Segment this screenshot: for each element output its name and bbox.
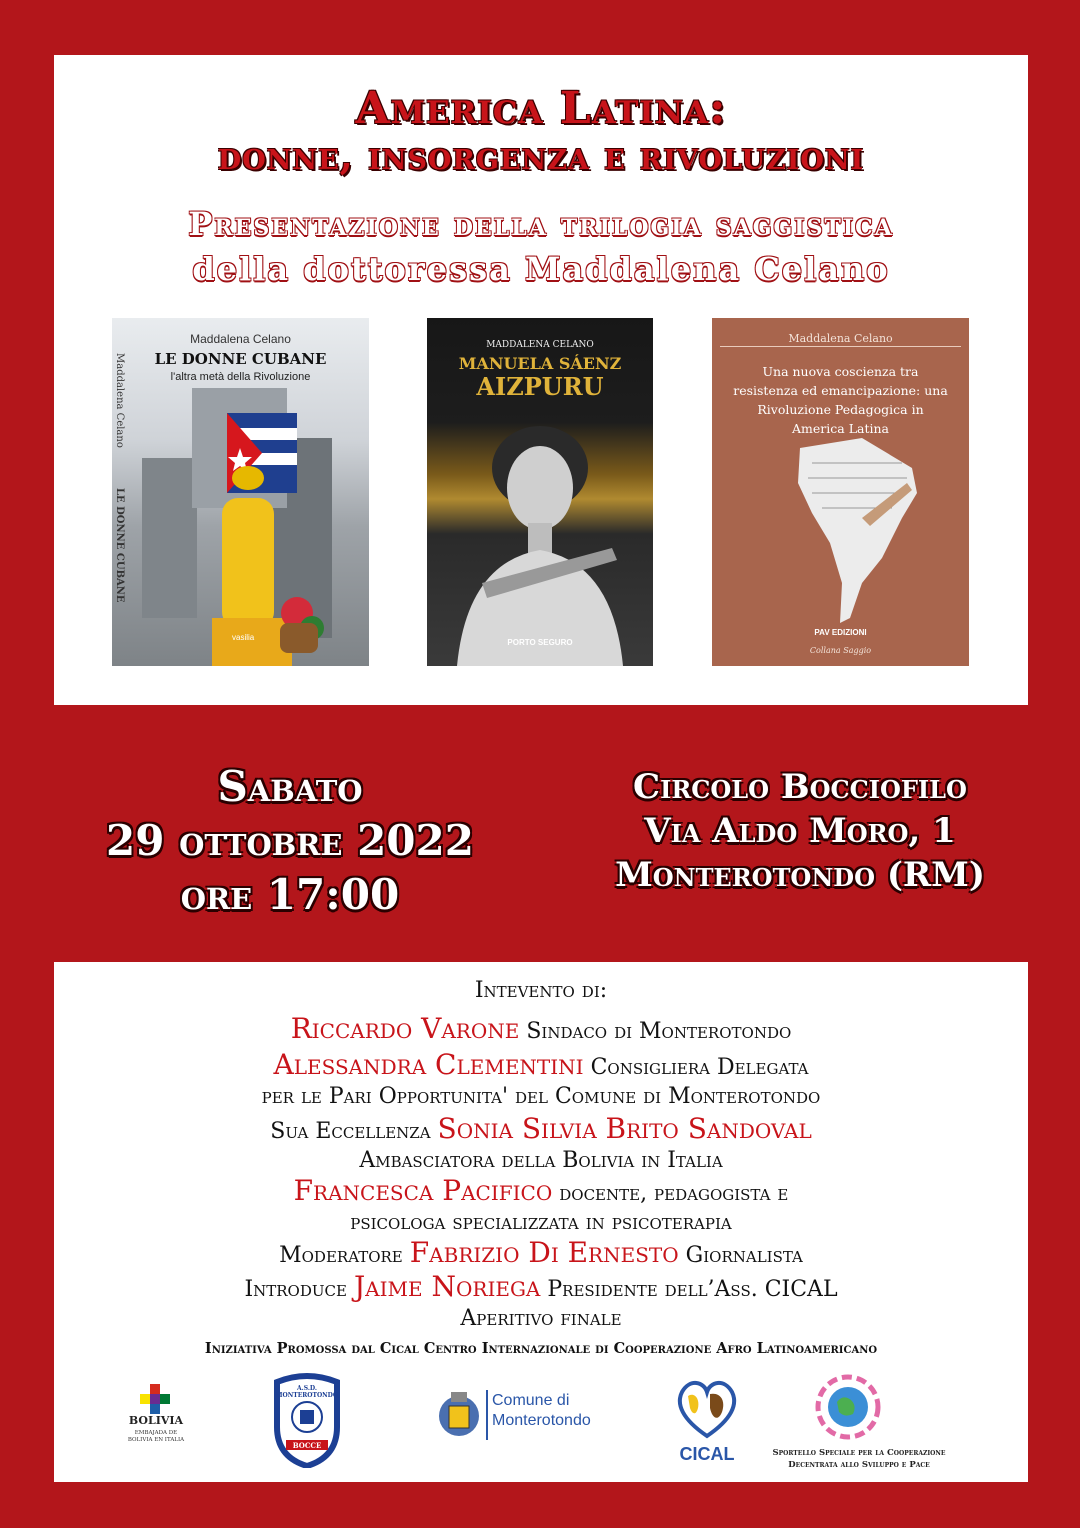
sportello-logo-line2: Decentrata allo Sviluppo e Pace <box>788 1460 930 1470</box>
event-day: Sabato <box>217 762 363 811</box>
speaker-prefix-brito: Sua Eccellenza <box>270 1119 438 1144</box>
comune-logo-line2: Monterotondo <box>492 1412 591 1429</box>
speaker-name-clementini: Alessandra Clementini <box>273 1048 584 1081</box>
speakers-panel <box>54 962 1028 1482</box>
speaker-role-varone: Sindaco di Monterotondo <box>519 1019 792 1044</box>
moderator-role: Giornalista <box>678 1243 803 1268</box>
bolivia-logo-caption: EMBAJADA DE BOLIVIA EN ITALIA <box>127 1430 185 1443</box>
book1-spine-author: Maddalena Celano <box>114 353 125 448</box>
speaker-role-pacifico: docente, pedagogista e <box>552 1181 789 1206</box>
speaker-line-2 <box>54 1048 1028 1081</box>
introducer-role: Presidente dell’Ass. CICAL <box>540 1277 838 1302</box>
book2-portrait <box>427 318 653 666</box>
event-street: Via Aldo Moro, 1 <box>644 811 956 851</box>
speakers-heading: Intevento di: <box>474 978 608 1003</box>
subtitle-line1 <box>54 205 1028 243</box>
event-time: ore 17:00 <box>180 870 400 919</box>
book2-title-line2: AIZPURU <box>476 372 604 401</box>
speaker-line-4 <box>54 1112 1028 1145</box>
book3-title: Una nuova coscienza tra resistenza ed emancipazione: una Rivoluzione Pedagogica in America Latina <box>733 364 948 436</box>
speaker-line-6 <box>54 1174 1028 1207</box>
aperitivo-line: Aperitivo finale <box>460 1306 622 1331</box>
book3-publisher: PAV EDIZIONI <box>814 628 867 637</box>
bocce-logo-top-text: A.S.D. MONTEROTONDO <box>275 1385 339 1399</box>
moderator-name: Fabrizio Di Ernesto <box>409 1236 679 1269</box>
comune-monterotondo-logo <box>436 1386 626 1446</box>
cical-logo <box>672 1374 742 1470</box>
speaker-line-5: Ambasciatora della Bolivia in Italia <box>359 1148 723 1173</box>
cical-heart-icon <box>672 1374 742 1444</box>
bocce-logo-bottom-text: BOCCE <box>292 1441 322 1450</box>
speaker-name-pacifico: Francesca Pacifico <box>293 1174 553 1207</box>
speaker-line-9 <box>54 1270 1028 1303</box>
event-date-block <box>60 760 520 922</box>
sportello-speciale-logo <box>749 1372 969 1472</box>
event-venue: Circolo Bocciofilo <box>633 767 967 807</box>
south-america-map-icon <box>712 318 969 666</box>
cical-logo-text: CICAL <box>679 1444 735 1464</box>
sportello-logo-line1: Sportello Speciale per la Cooperazione <box>772 1448 946 1458</box>
bolivia-embassy-logo <box>126 1380 216 1468</box>
moderator-prefix: Moderatore <box>279 1243 410 1268</box>
event-title-line2: donne, insorgenza e rivoluzioni <box>217 133 865 178</box>
introducer-prefix: Introduce <box>244 1277 354 1302</box>
book3-author: Maddalena Celano <box>788 332 893 345</box>
book2-author: MADDALENA CELANO <box>486 340 594 350</box>
speaker-line-7: psicologa specializzata in psicoterapia <box>350 1210 732 1235</box>
book2-publisher: PORTO SEGURO <box>507 638 573 647</box>
promoter-footer: Iniziativa Promossa dal Cical Centro Internazionale di Cooperazione Afro Latinoamericano <box>204 1340 878 1357</box>
book-cover-le-donne-cubane <box>112 318 369 666</box>
book1-subtitle: l'altra metà della Rivoluzione <box>170 371 311 383</box>
subtitle-line2: della dottoressa Maddalena Celano <box>192 250 890 288</box>
speaker-role-clementini: Consigliera Delegata <box>583 1055 809 1080</box>
speaker-line-3: per le Pari Opportunita' del Comune di Monterotondo <box>261 1084 821 1109</box>
speaker-line-1 <box>54 1012 1028 1045</box>
bolivia-logo-text: BOLIVIA <box>128 1414 184 1427</box>
book1-publisher: vasilia <box>232 633 255 642</box>
event-date: 29 ottobre 2022 <box>106 816 474 865</box>
book1-illustration <box>112 318 369 666</box>
speaker-name-varone: Riccardo Varone <box>290 1012 520 1045</box>
book1-title: LE DONNE CUBANE <box>154 350 327 368</box>
subtitle-text-1: Presentazione della trilogia saggistica <box>188 205 894 243</box>
event-city: Monterotondo (RM) <box>615 855 985 895</box>
asd-bocce-logo <box>272 1372 342 1468</box>
event-title-line1: America Latina: <box>355 83 727 134</box>
event-venue-block <box>585 765 1015 897</box>
book2-title-line1: MANUELA SÁENZ <box>458 354 622 373</box>
bolivia-emblem-icon <box>136 1384 176 1414</box>
introducer-name: Jaime Noriega <box>353 1270 541 1303</box>
book1-spine-title: LE DONNE CUBANE <box>114 488 125 603</box>
book3-series: Collana Saggio <box>809 646 872 655</box>
book-cover-manuela-saenz <box>427 318 653 666</box>
globe-people-icon <box>813 1372 883 1442</box>
comune-crest-icon <box>436 1388 482 1440</box>
header-panel <box>54 55 1028 705</box>
speaker-name-brito: Sonia Silvia Brito Sandoval <box>437 1112 812 1145</box>
speaker-line-8 <box>54 1236 1028 1269</box>
comune-logo-line1: Comune di <box>492 1392 570 1409</box>
book1-author: Maddalena Celano <box>190 332 291 346</box>
book-cover-nuova-coscienza <box>712 318 969 666</box>
